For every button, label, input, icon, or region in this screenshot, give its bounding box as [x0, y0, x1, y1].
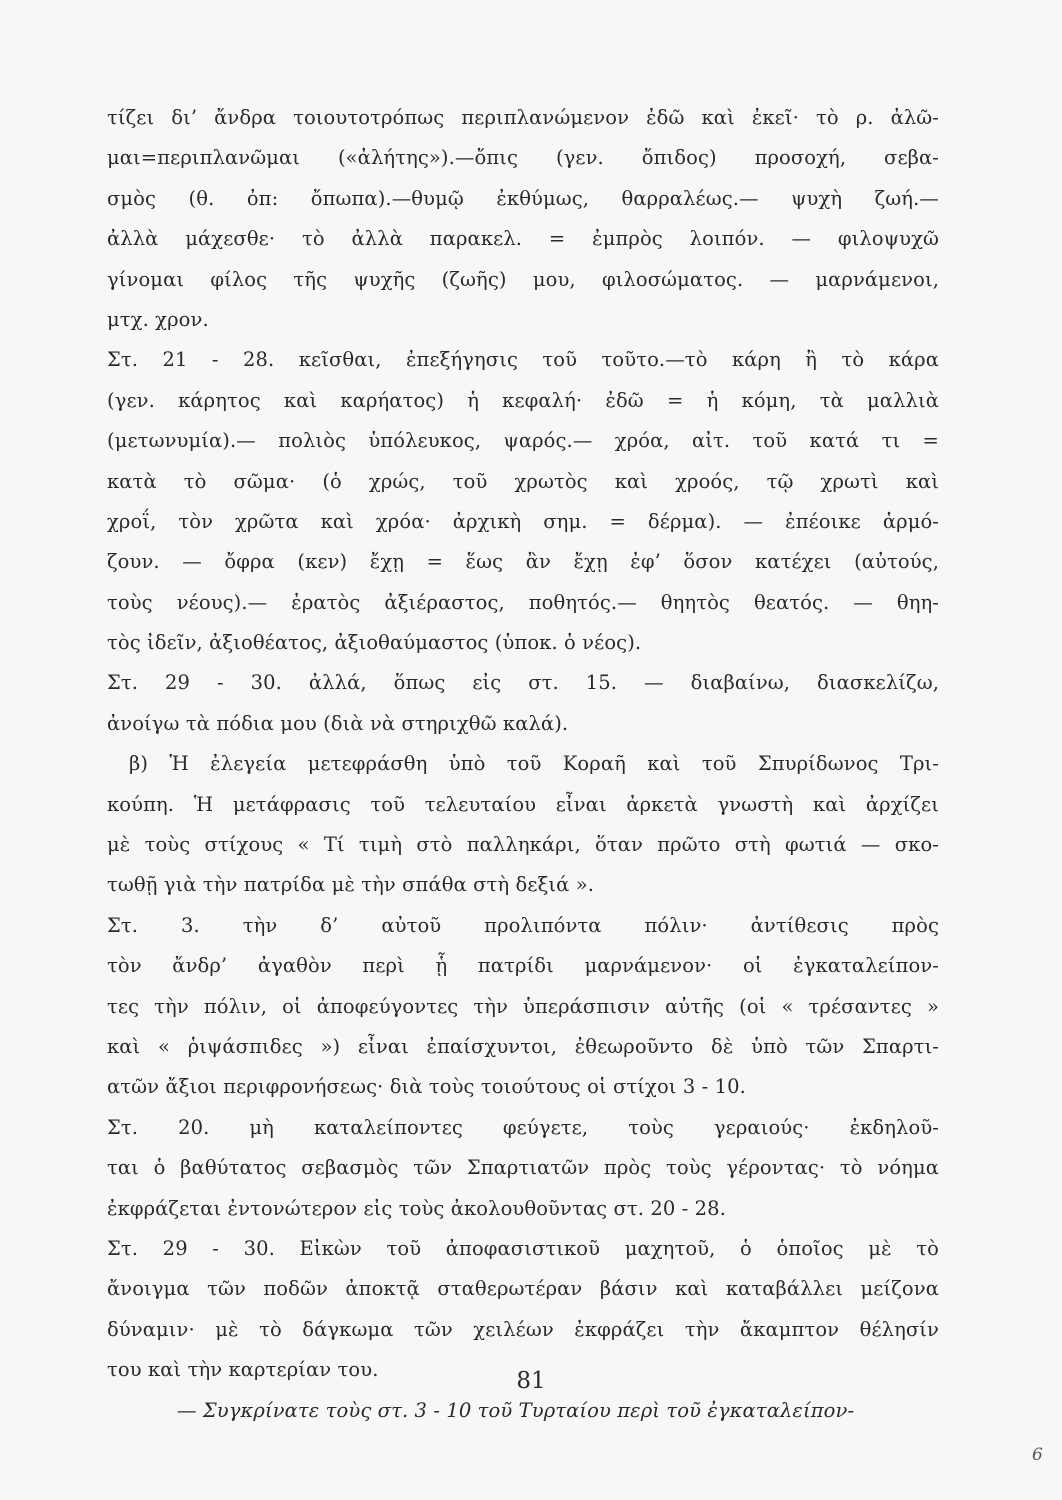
text-line: (γεν. κάρητος καὶ καρήατος) ἡ κεφαλή· ἐδῶ = ἡ κόμη, τὰ μαλλιὰ: [107, 388, 939, 412]
text-line: κούπη. Ἡ μετάφρασις τοῦ τελευταίου εἶναι ἀρκετὰ γνωστὴ καὶ ἀρχίζει: [107, 792, 939, 816]
text-line: μὲ τοὺς στίχους « Τί τιμὴ στὸ παλληκάρι, ὅταν πρῶτο στὴ φωτιά — σκο-: [107, 833, 939, 857]
text-line: τωθῇ γιὰ τὴν πατρίδα μὲ τὴν σπάθα στὴ δεξιά ».: [107, 873, 595, 897]
text-line: τοὺς νέους).— ἐρατὸς ἀξιέραστος, ποθητός.— θηητὸς θεατός. — θηη-: [107, 590, 939, 614]
text-line: Στ. 29 - 30. ἀλλά, ὅπως εἰς στ. 15. — διαβαίνω, διασκελίζω,: [107, 671, 939, 695]
text-line: Στ. 20. μὴ καταλείποντες φεύγετε, τοὺς γεραιούς· ἐκδηλοῦ-: [107, 1115, 939, 1139]
text-line: Στ. 29 - 30. Εἰκὼν τοῦ ἀποφασιστικοῦ μαχητοῦ, ὁ ὁποῖος μὲ τὸ: [107, 1236, 939, 1260]
text-line: ἀνοίγω τὰ πόδια μου (διὰ νὰ στηριχθῶ καλά).: [107, 711, 569, 735]
text-line: — Συγκρίνατε τοὺς στ. 3 - 10 τοῦ Τυρταίου περὶ τοῦ ἐγκαταλείπον-: [177, 1398, 855, 1422]
text-line: β) Ἡ ἐλεγεία μετεφράσθη ὑπὸ τοῦ Κοραῆ καὶ τοῦ Σπυρίδωνος Τρι-: [129, 752, 939, 776]
page-number: 81: [516, 1368, 546, 1394]
text-line: σμὸς (θ. ὀπ: ὄπωπα).—θυμῷ ἐκθύμως, θαρραλέως.— ψυχὴ ζωή.—: [107, 186, 939, 210]
text-line: καὶ « ῥιψάσπιδες ») εἶναι ἐπαίσχυντοι, ἐθεωροῦντο δὲ ὑπὸ τῶν Σπαρτι-: [107, 1034, 939, 1058]
text-line: του καὶ τὴν καρτερίαν του.: [107, 1358, 379, 1382]
text-line: τίζει δι’ ἄνδρα τοιουτοτρόπως περιπλανώμενον ἐδῶ καὶ ἐκεῖ· τὸ ρ. ἀλῶ-: [107, 106, 939, 129]
text-line: ἐκφράζεται ἐντονώτερον εἰς τοὺς ἀκολουθοῦντας στ. 20 - 28.: [107, 1196, 726, 1220]
text-line: ται ὁ βαθύτατος σεβασμὸς τῶν Σπαρτιατῶν πρὸς τοὺς γέροντας· τὸ νόημα: [107, 1156, 939, 1180]
text-line: τὸν ἄνδρ’ ἀγαθὸν περὶ ᾗ πατρίδι μαρνάμενον· οἱ ἐγκαταλείπον-: [107, 954, 939, 978]
text-line: ἄνοιγμα τῶν ποδῶν ἀποκτᾷ σταθερωτέραν βάσιν καὶ καταβάλλει μείζονα: [107, 1277, 939, 1301]
text-line: γίνομαι φίλος τῆς ψυχῆς (ζωῆς) μου, φιλοσώματος. — μαρνάμενοι,: [107, 267, 939, 291]
text-line: ζουν. — ὄφρα (κεν) ἔχῃ = ἕως ἂν ἔχῃ ἐφ’ ὅσον κατέχει (αὐτούς,: [107, 550, 939, 574]
text-line: ατῶν ἄξιοι περιφρονήσεως· διὰ τοὺς τοιούτους οἱ στίχοι 3 - 10.: [107, 1075, 746, 1099]
text-line: (μετωνυμία).— πολιὸς ὑπόλευκος, ψαρός.— χρόα, αἰτ. τοῦ κατά τι =: [107, 429, 939, 453]
text-line: Στ. 21 - 28. κεῖσθαι, ἐπεξήγησις τοῦ τοῦτο.—τὸ κάρη ἢ τὸ κάρα: [107, 348, 939, 372]
text-line: μτχ. χρον.: [107, 307, 209, 331]
text-line: Στ. 3. τὴν δ’ αὐτοῦ προλιπόντα πόλιν· ἀντίθεσις πρὸς: [107, 913, 939, 937]
commentary-text: [107, 98, 939, 1431]
text-line: χροΐ, τὸν χρῶτα καὶ χρόα· ἀρχικὴ σημ. = δέρμα). — ἐπέοικε ἁρμό-: [107, 509, 939, 533]
text-line: δύναμιν· μὲ τὸ δάγκωμα τῶν χειλέων ἐκφράζει τὴν ἄκαμπτον θέλησίν: [107, 1317, 939, 1341]
text-line: μαι=περιπλανῶμαι («ἀλήτης»).—ὄπις (γεν. ὄπιδος) προσοχή, σεβα-: [107, 146, 939, 170]
text-line: ἀλλὰ μάχεσθε· τὸ ἀλλὰ παρακελ. = ἐμπρὸς λοιπόν. — φιλοψυχῶ: [107, 227, 939, 251]
text-line: τες τὴν πόλιν, οἱ ἀποφεύγοντες τὴν ὑπεράσπισιν αὐτῆς (οἱ « τρέσαντες »: [107, 994, 939, 1018]
signature-mark: 6: [1032, 1445, 1043, 1465]
text-line: τὸς ἰδεῖν, ἀξιοθέατος, ἀξιοθαύμαστος (ὑποκ. ὁ νέος).: [107, 631, 642, 655]
text-line: κατὰ τὸ σῶμα· (ὁ χρώς, τοῦ χρωτὸς καὶ χροός, τῷ χρωτὶ καὶ: [107, 469, 939, 493]
